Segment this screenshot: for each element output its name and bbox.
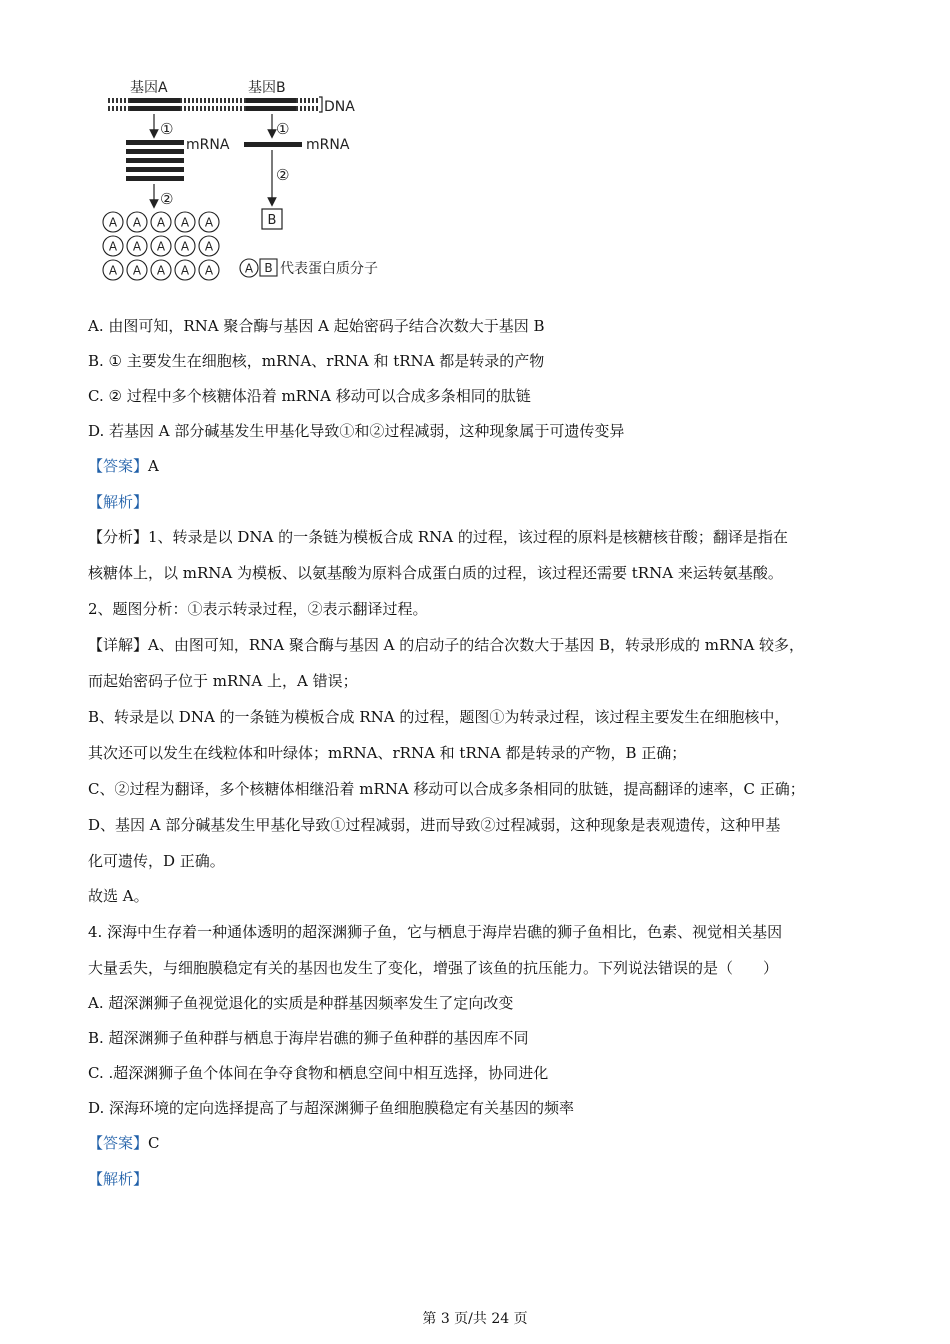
mrna-bars-a: [126, 140, 184, 181]
mrna-bar-b: [244, 142, 302, 147]
protein-a-letter: A: [108, 239, 118, 254]
q3-option-a: A. 由图可知，RNA 聚合酶与基因 A 起始密码子结合次数大于基因 B: [88, 317, 545, 335]
q3-detail-line-1: 【详解】A、由图可知，RNA 聚合酶与基因 A 的启动子的结合次数大于基因 B，转录形成的 mRNA 较多，: [88, 636, 805, 654]
protein-a-letter: A: [156, 263, 166, 278]
q3-analysis-tag: 【解析】: [88, 493, 149, 511]
q3-option-c: C. ② 过程中多个核糖体沿着 mRNA 移动可以合成多条相同的肽链: [88, 387, 531, 405]
q3-detail-line-7: 化可遗传，D 正确。: [88, 852, 225, 870]
step2-a-label: ②: [160, 190, 174, 208]
q3-fenxi-line-2: 核糖体上，以 mRNA 为模板、以氨基酸为原料合成蛋白质的过程，该过程还需要 tRNA 来运转氨基酸。: [88, 564, 783, 582]
q4-stem-line-2: 大量丢失，与细胞膜稳定有关的基因也发生了变化，增强了该鱼的抗压能力。下列说法错误的是（ ）: [88, 959, 779, 977]
xiangjie-tag: 【详解】: [88, 636, 149, 654]
q3-detail-line-6: D、基因 A 部分碱基发生甲基化导致①过程减弱，进而导致②过程减弱，这种现象是表观遗传，这种甲基: [88, 816, 781, 834]
protein-a-letter: A: [132, 239, 142, 254]
q4-option-c: C. .超深渊狮子鱼个体间在争夺食物和栖息空间中相互选择，协同进化: [88, 1064, 549, 1082]
q3-option-b: B. ① 主要发生在细胞核，mRNA、rRNA 和 tRNA 都是转录的产物: [88, 352, 545, 370]
q4-answer: C: [148, 1134, 160, 1152]
legend-b-letter: B: [264, 261, 273, 275]
q3-detail-line-4: 其次还可以发生在线粒体和叶绿体；mRNA、rRNA 和 tRNA 都是转录的产物，B 正确；: [88, 744, 687, 762]
q3-detail-line-3: B、转录是以 DNA 的一条链为模板合成 RNA 的过程，题图①为转录过程，该过程主要发生在细胞核中，: [88, 708, 790, 726]
q3-detail-line-5: C、②过程为翻译，多个核糖体相继沿着 mRNA 移动可以合成多条相同的肽链，提高翻译的速率，C 正确；: [88, 780, 805, 798]
step1-b-label: ①: [276, 120, 290, 138]
protein-a-letter: A: [132, 215, 142, 230]
gene-a-label: 基因A: [130, 80, 168, 96]
step2-b-label: ②: [276, 166, 290, 184]
dna-label: DNA: [324, 99, 355, 115]
protein-a-letter: A: [204, 239, 214, 254]
answer-tag: 【答案】: [88, 1134, 149, 1152]
protein-a-letter: A: [108, 263, 118, 278]
step1-a-label: ①: [160, 120, 174, 138]
q4-stem-line-1: 4. 深海中生存着一种通体透明的超深渊狮子鱼，它与栖息于海岸岩礁的狮子鱼相比，色素、视觉相关基因: [88, 923, 783, 941]
dna-strand: [106, 97, 322, 112]
q3-conclusion: 故选 A。: [88, 887, 149, 905]
protein-a-letter: A: [204, 263, 214, 278]
protein-a-letter: A: [156, 215, 166, 230]
fenxi-tag: 【分析】: [88, 528, 149, 546]
legend-text: 代表蛋白质分子: [280, 261, 378, 277]
protein-a-letter: A: [180, 239, 190, 254]
q3-fenxi-line-3: 2、题图分析：①表示转录过程，②表示翻译过程。: [88, 600, 428, 618]
q4-option-b: B. 超深渊狮子鱼种群与栖息于海岸岩礁的狮子鱼种群的基因库不同: [88, 1029, 529, 1047]
q4-option-d: D. 深海环境的定向选择提高了与超深渊狮子鱼细胞膜稳定有关基因的频率: [88, 1099, 575, 1117]
protein-a-grid: [103, 212, 219, 280]
q3-answer: A: [148, 457, 159, 475]
q3-fenxi-line-1: 【分析】1、转录是以 DNA 的一条链为模板合成 RNA 的过程，该过程的原料是核糖核苷酸；翻译是指在: [88, 528, 788, 546]
q4-analysis-tag: 【解析】: [88, 1170, 149, 1188]
answer-tag: 【答案】: [88, 457, 149, 475]
legend-a-letter: A: [244, 261, 254, 276]
protein-a-letter: A: [204, 215, 214, 230]
q4-option-a: A. 超深渊狮子鱼视觉退化的实质是种群基因频率发生了定向改变: [88, 994, 514, 1012]
gene-b-label: 基因B: [248, 80, 286, 96]
mrna-label-a: mRNA: [186, 137, 230, 153]
protein-a-letter: A: [156, 239, 166, 254]
protein-a-letter: A: [180, 215, 190, 230]
protein-b-letter: B: [267, 213, 277, 228]
protein-a-letter: A: [108, 215, 118, 230]
q4-answer-line: [88, 1133, 160, 1153]
gene-expression-figure: [96, 72, 416, 286]
q3-answer-line: [88, 456, 159, 476]
q3-option-d: D. 若基因 A 部分碱基发生甲基化导致①和②过程减弱，这种现象属于可遗传变异: [88, 422, 625, 440]
protein-a-letter: A: [180, 263, 190, 278]
q3-detail-line-2: 而起始密码子位于 mRNA 上，A 错误；: [88, 672, 358, 690]
mrna-label-b: mRNA: [306, 137, 350, 153]
protein-a-letter: A: [132, 263, 142, 278]
page-footer: 第 3 页/共 24 页: [422, 1311, 528, 1327]
